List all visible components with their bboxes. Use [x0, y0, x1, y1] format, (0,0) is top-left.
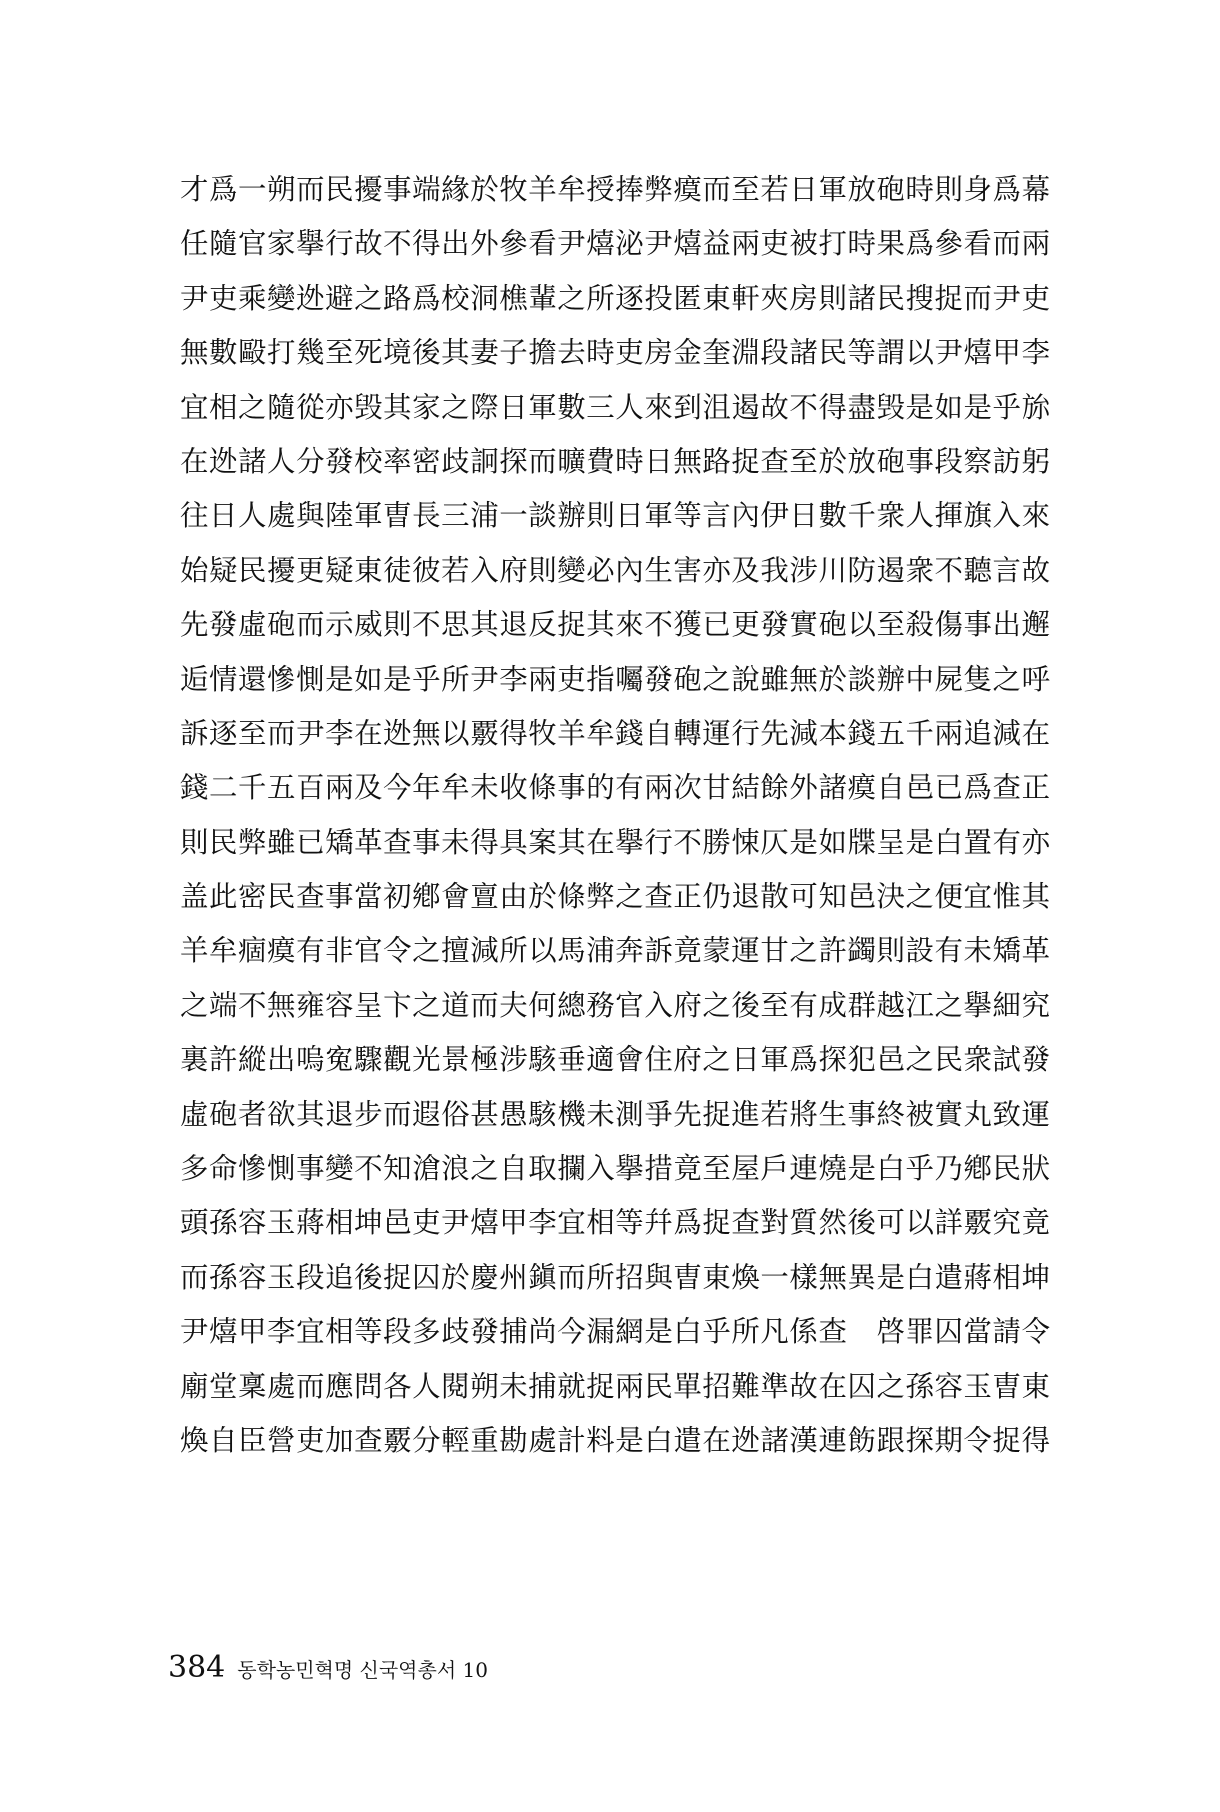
- text-line-16: 之端不無雍容呈卞之道而夫何總務官入府之後至有成群越江之擧細究: [180, 988, 1050, 1022]
- page-number: 384: [168, 1650, 226, 1685]
- page-body: [180, 163, 1050, 1468]
- text-line-7: 往日人處與陸軍曺長三浦一談辦則日軍等言內伊日數千衆人揮旗入來: [180, 499, 1050, 533]
- text-line-18: 虛砲者欲其退步而遐俗甚愚駭機未測爭先捉進若將生事終被實丸致運: [180, 1097, 1050, 1131]
- text-line-8: 始疑民擾更疑東徒彼若入府則變必內生害亦及我涉川防遏衆不聽言故: [180, 553, 1050, 587]
- book-title: 동학농민혁명 신국역총서 10: [237, 1658, 488, 1682]
- text-line-3: 尹吏乘變迯避之路爲校洞樵輩之所逐投匿東軒夾房則諸民搜捉而尹吏: [180, 281, 1050, 315]
- text-line-2: 任隨官家擧行故不得出外參看尹熺泌尹熺益兩吏被打時果爲參看而兩: [180, 227, 1050, 261]
- text-line-17: 裏許縱出嗚寃驟觀光景極涉駭垂適會住府之日軍爲探犯邑之民衆試發: [180, 1043, 1050, 1077]
- text-line-13: 則民弊雖已矯革查事未得具案其在擧行不勝悚仄是如牒呈是白置有亦: [180, 825, 1050, 859]
- text-line-19: 多命慘惻事變不知滄浪之自取攔入擧措竟至屋戶連燒是白乎乃鄕民狀: [180, 1152, 1050, 1186]
- text-line-24: 煥自臣營吏加查覈分輕重勘處計料是白遣在迯諸漢連飭跟探期令捉得: [180, 1423, 1050, 1457]
- text-line-6: 在迯諸人分發校率密歧詗探而曠費時日無路捉查至於放砲事段察訪躬: [180, 444, 1050, 478]
- text-line-14: 盖此密民查事當初鄕會亶由於條弊之查正仍退散可知邑決之便宜惟其: [180, 880, 1050, 914]
- text-line-10: 逅情還慘惻是如是乎所尹李兩吏指囑發砲之說雖無於談辦中屍隻之呼: [180, 662, 1050, 696]
- text-line-23: 廟堂稟處而應問各人閱朔未捕就捉兩民單招難準故在囚之孫容玉曺東: [180, 1369, 1050, 1403]
- text-line-20: 頭孫容玉蔣相坤邑吏尹熺甲李宜相等幷爲捉查對質然後可以詳覈究竟: [180, 1206, 1050, 1240]
- text-line-4: 無數毆打幾至死境後其妻子擔去時吏房金奎淵段諸民等謂以尹熺甲李: [180, 336, 1050, 370]
- text-line-12: 錢二千五百兩及今年牟未收條事的有兩次甘結餘外諸瘼自邑已爲查正: [180, 771, 1050, 805]
- text-line-15: 羊牟痼瘼有非官令之擅減所以馬浦奔訴竟蒙運甘之許蠲則設有未矯革: [180, 934, 1050, 968]
- text-line-5: 宜相之隨從亦毁其家之際日軍數三人來到沮遏故不得盡毁是如是乎旀: [180, 390, 1050, 424]
- text-line-9: 先發虛砲而示威則不思其退反捉其來不獲已更發實砲以至殺傷事出邂: [180, 608, 1050, 642]
- text-line-21: 而孫容玉段追後捉囚於慶州鎭而所招與曺東煥一樣無異是白遣蔣相坤: [180, 1260, 1050, 1294]
- text-line-22: 尹熺甲李宜相等段多歧發捕尚今漏網是白乎所凡係查 啓罪囚當請令: [180, 1315, 1050, 1349]
- text-line-11: 訴逐至而尹李在迯無以覈得牧羊牟錢自轉運行先減本錢五千兩追減在: [180, 716, 1050, 750]
- page-footer: [168, 1650, 488, 1685]
- text-line-1: 才爲一朔而民擾事端緣於牧羊牟授捧弊瘼而至若日軍放砲時則身爲幕: [180, 173, 1050, 206]
